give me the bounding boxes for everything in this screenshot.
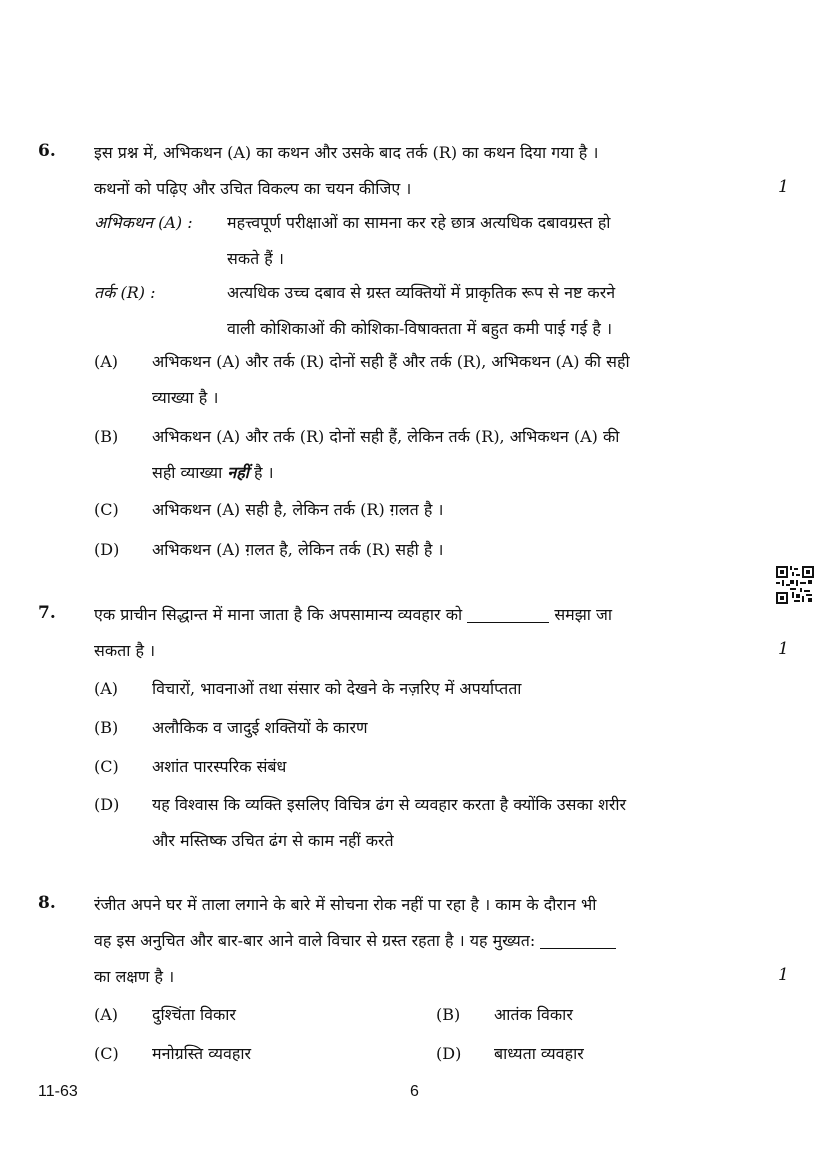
marks: 1 [778,639,789,659]
assertion-line: सकते हैं । [227,249,284,268]
assertion-label: अभिकथन (A) : [94,213,193,232]
marks: 1 [778,177,789,197]
option-text: अभिकथन (A) सही है, लेकिन तर्क (R) ग़लत है । [152,500,444,519]
question-line: का लक्षण है । [94,967,175,986]
option-text [152,787,746,859]
question-fragment: समझा जा [554,605,613,624]
reason-line: वाली कोशिकाओं की कोशिका-विषाक्तता में बहुत कमी पाई गई है । [227,319,613,338]
option-line: अभिकथन (A) और तर्क (R) दोनों सही हैं और तर्क (R), अभिकथन (A) की सही [152,352,630,371]
question-line: कथनों को पढ़िए और उचित विकल्प का चयन कीजिए । [94,179,412,198]
option-label: (C) [94,500,119,519]
marks: 1 [778,965,789,985]
option-line: व्याख्या है । [152,388,219,407]
assertion-text [227,205,744,277]
option-line: और मस्तिष्क उचित ढंग से काम नहीं करते [152,831,394,850]
option-text [152,344,746,416]
reason-label: तर्क (R) : [94,283,156,302]
option-line [152,455,746,491]
option-label: (A) [94,1005,119,1024]
option-label: (A) [94,352,119,371]
option-fragment: सही व्याख्या [152,463,223,482]
option-text: अशांत पारस्परिक संबंध [152,757,287,776]
option-label: (D) [94,540,120,559]
option-label: (C) [94,757,119,776]
question-line: इस प्रश्न में, अभिकथन (A) का कथन और उसके बाद तर्क (R) का कथन दिया गया है । [94,143,599,162]
option-text: बाध्यता व्यवहार [494,1044,584,1063]
paper-code: 11-63 [38,1083,78,1100]
option-text: मनोग्रस्ति व्यवहार [152,1044,252,1063]
question-fragment: एक प्राचीन सिद्धान्त में माना जाता है कि अपसामान्य व्यवहार को [94,605,463,624]
option-text: आतंक विकार [494,1005,573,1024]
option-line: यह विश्वास कि व्यक्ति इसलिए विचित्र ढंग से व्यवहार करता है क्योंकि उसका शरीर [152,795,627,814]
assertion [94,205,744,277]
question-stem [94,597,744,669]
reason-line: अत्यधिक उच्च दबाव से ग्रस्त व्यक्तियों में प्राकृतिक रूप से नष्ट करने [227,283,616,302]
qr-code-icon [776,566,814,604]
option-label: (D) [94,795,120,814]
option-text: दुश्चिंता विकार [152,1005,236,1024]
emphasis-not: नहीं [227,463,249,482]
reason-text [227,275,744,347]
question-fragment: वह इस अनुचित और बार-बार आने वाले विचार से ग्रस्त रहता है । यह मुख्यत: [94,931,536,950]
option-text: अलौकिक व जादुई शक्तियों के कारण [152,718,368,737]
option-label: (B) [94,718,119,737]
option-label: (C) [94,1044,119,1063]
assertion-line: महत्त्वपूर्ण परीक्षाओं का सामना कर रहे छात्र अत्यधिक दबावग्रस्त हो [227,213,611,232]
question-stem [94,887,744,995]
fill-in-blank [540,934,616,949]
fill-in-blank [467,608,549,623]
question-number: 8. [38,893,56,913]
option-fragment: है । [253,463,274,482]
option-label: (D) [436,1044,462,1063]
option-label: (A) [94,679,119,698]
page-number: 6 [410,1083,419,1100]
option-text: विचारों, भावनाओं तथा संसार को देखने के नज़रिए में अपर्याप्तता [152,679,522,698]
question-line: रंजीत अपने घर में ताला लगाने के बारे में सोचना रोक नहीं पा रहा है । काम के दौरान भी [94,895,597,914]
question-line [94,597,744,633]
option-label: (B) [94,427,119,446]
question-line: सकता है । [94,641,156,660]
option-line: अभिकथन (A) और तर्क (R) दोनों सही हैं, लेकिन तर्क (R), अभिकथन (A) की [152,427,620,446]
reason [94,275,744,347]
question-number: 7. [38,603,56,623]
question-line [94,923,744,959]
question-number: 6. [38,141,56,161]
option-text: अभिकथन (A) ग़लत है, लेकिन तर्क (R) सही है । [152,540,444,559]
option-text [152,419,746,491]
option-label: (B) [436,1005,461,1024]
question-stem [94,135,744,207]
